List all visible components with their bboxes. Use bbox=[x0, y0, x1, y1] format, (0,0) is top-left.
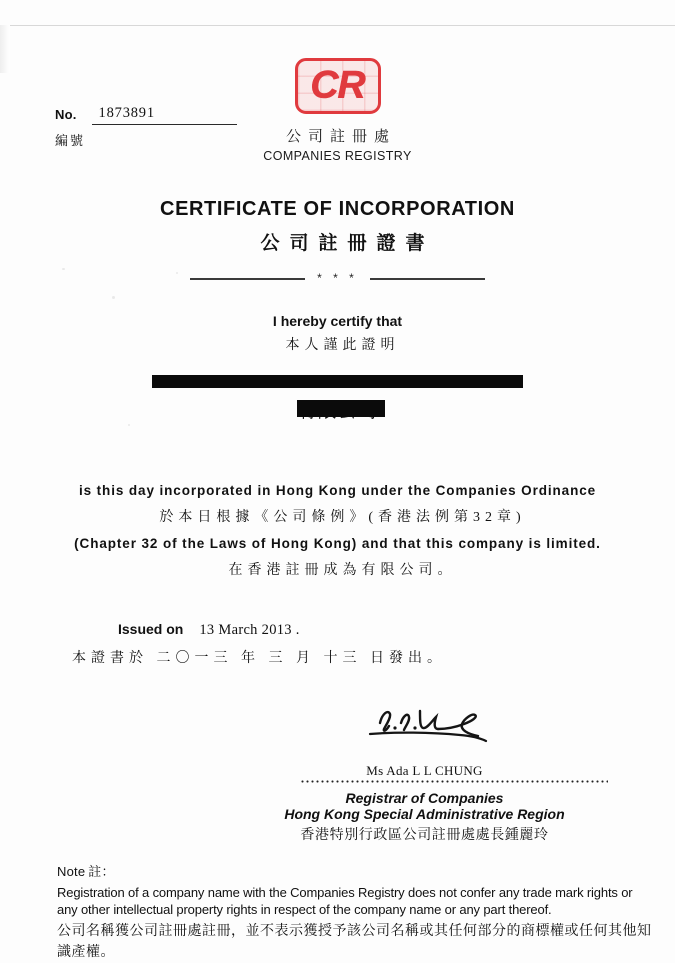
issued-on-cn: 本證書於 二〇一三 年 三 月 十三 日發出。 bbox=[72, 651, 446, 666]
note-text-en: Registration of a company name with the Companies Registry does not confer any trade mark rights or any other intellectual property rights in respect of the company name or any part thereof. bbox=[57, 885, 633, 917]
company-name-en-inner bbox=[156, 373, 520, 393]
redaction-bar-cn bbox=[297, 400, 385, 417]
scan-speck bbox=[62, 268, 65, 270]
company-name-cn-inner bbox=[297, 396, 377, 423]
cr-logo-text: CR bbox=[310, 63, 365, 107]
certificate-title-cn: 公司註冊證書 bbox=[260, 233, 435, 254]
certificate-number-label: No. bbox=[55, 107, 77, 122]
body-line2-en: (Chapter 32 of the Laws of Hong Kong) and that this company is limited. bbox=[74, 536, 601, 551]
certificate-number-value: 1873891 bbox=[98, 105, 155, 121]
signature-dotted-line bbox=[300, 780, 608, 783]
note-text-cn: 公司名稱獲公司註冊處註冊，並不表示獲授予該公司名稱或其任何部分的商標權或任何其他知識產權。 bbox=[57, 924, 652, 960]
company-name-cn-block bbox=[0, 396, 675, 423]
scan-artifact-line bbox=[8, 25, 675, 26]
registry-name-cn: 公司註冊處 bbox=[285, 129, 396, 145]
registrar-signature bbox=[360, 703, 510, 751]
certify-statement-en: I hereby certify that bbox=[272, 313, 403, 329]
divider-rule-left bbox=[190, 278, 305, 279]
registrar-name: Ms Ada L L CHUNG bbox=[366, 763, 483, 778]
body-line2-cn: 在香港註冊成為有限公司。 bbox=[228, 563, 457, 578]
scan-speck bbox=[128, 424, 130, 426]
registrar-title-line1: Registrar of Companies bbox=[345, 790, 504, 806]
redaction-bar-en bbox=[152, 375, 524, 388]
companies-registry-logo-block bbox=[0, 58, 675, 163]
divider-rule-right bbox=[370, 278, 485, 279]
note-heading bbox=[57, 861, 652, 880]
certify-statement-cn: 本人謹此證明 bbox=[285, 338, 400, 353]
title-divider bbox=[0, 272, 675, 286]
company-name-en-block bbox=[0, 373, 675, 393]
note-label-cn: 註： bbox=[88, 864, 115, 879]
body-line1-en: is this day incorporated in Hong Kong under the Companies Ordinance bbox=[78, 483, 597, 498]
issued-on-row bbox=[118, 621, 300, 639]
registrar-title-cn: 香港特別行政區公司註冊處處長鍾麗玲 bbox=[300, 828, 549, 843]
note-block bbox=[57, 861, 652, 963]
registry-name-en: COMPANIES REGISTRY bbox=[263, 149, 412, 163]
certificate-number-label-cn: 編號 bbox=[55, 133, 86, 149]
scan-speck bbox=[112, 296, 115, 299]
divider-stars: * * * bbox=[317, 271, 358, 285]
note-label-en: Note bbox=[57, 864, 86, 879]
body-line1-cn: 於本日根據《公司條例》(香港法例第32章) bbox=[159, 510, 526, 525]
issued-on-label: Issued on bbox=[118, 621, 184, 637]
certificate-title-en: CERTIFICATE OF INCORPORATION bbox=[160, 198, 515, 220]
registrar-title-line2: Hong Kong Special Administrative Region bbox=[284, 806, 565, 822]
cr-logo-icon bbox=[295, 58, 381, 114]
signature-icon bbox=[360, 703, 510, 751]
issued-on-date: 13 March 2013 . bbox=[199, 622, 300, 638]
